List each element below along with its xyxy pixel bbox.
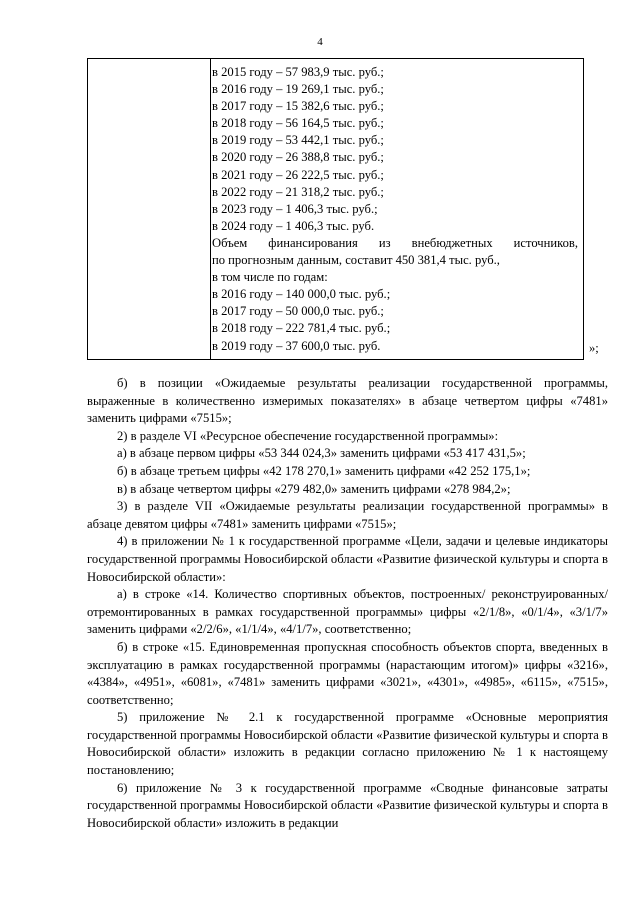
paragraph-1b: б) в позиции «Ожидаемые результаты реализации государственной программы, выраженные в количественно измеримых показателях» в абзаце четвертом цифры «7481» заменить цифрами «7515»; — [87, 376, 608, 426]
budget-line-2021: в 2021 году – 26 222,5 тыс. руб.; — [212, 167, 384, 182]
paragraph-4b: б) в строке «15. Единовременная пропускная способность объектов спорта, введенных в эксплуатацию в рамках государственной программы (нарастающим итогом)» цифры «3216», «4384», «4951», «6081», «7481» заменить цифрами «3021», «4301», «4985», «6115», «7515», соответственно; — [87, 639, 608, 707]
table-right-cell — [212, 64, 578, 355]
extrabudget-line-2017: в 2017 году – 50 000,0 тыс. руб.; — [212, 304, 384, 319]
extrabudget-total: по прогнозным данным, составит 450 381,4 тыс. руб., — [212, 253, 500, 268]
amendments-text — [87, 375, 608, 832]
financing-table — [87, 58, 584, 360]
budget-line-2024: в 2024 году – 1 406,3 тыс. руб. — [212, 218, 375, 233]
paragraph-2b: б) в абзаце третьем цифры «42 178 270,1» заменить цифрами «42 252 175,1»; — [117, 463, 531, 478]
budget-line-2019: в 2019 году – 53 442,1 тыс. руб.; — [212, 133, 384, 148]
budget-line-2016: в 2016 году – 19 269,1 тыс. руб.; — [212, 82, 384, 97]
extrabudget-by-year-label: в том числе по годам: — [212, 270, 328, 285]
page-number: 4 — [317, 36, 323, 48]
table-left-cell — [88, 59, 211, 359]
paragraph-3: 3) в разделе VII «Ожидаемые результаты реализации государственной программы» в абзаце девятом цифры «7481» заменить цифрами «7515»; — [87, 499, 608, 531]
budget-line-2018: в 2018 году – 56 164,5 тыс. руб.; — [212, 116, 384, 131]
budget-line-2020: в 2020 году – 26 388,8 тыс. руб.; — [212, 150, 384, 165]
budget-line-2022: в 2022 году – 21 318,2 тыс. руб.; — [212, 184, 384, 199]
paragraph-2: 2) в разделе VI «Ресурсное обеспечение государственной программы»: — [117, 428, 499, 443]
table-closing-quote: »; — [589, 341, 599, 355]
extrabudget-line-2019: в 2019 году – 37 600,0 тыс. руб. — [212, 338, 381, 353]
paragraph-2a: а) в абзаце первом цифры «53 344 024,3» заменить цифрами «53 417 431,5»; — [117, 446, 526, 461]
paragraph-6: 6) приложение № 3 к государственной программе «Сводные финансовые затраты государственной программы Новосибирской области «Развитие физической культуры и спорта в Новосибирской области» изложить в редакции — [87, 780, 608, 830]
extrabudget-line-2016: в 2016 году – 140 000,0 тыс. руб.; — [212, 287, 391, 302]
paragraph-4: 4) в приложении № 1 к государственной программе «Цели, задачи и целевые индикаторы государственной программы Новосибирской области «Развитие физической культуры и спорта в Новосибирской области»: — [87, 534, 608, 584]
paragraph-5: 5) приложение № 2.1 к государственной программе «Основные мероприятия государственной программы Новосибирской области «Развитие физической культуры и спорта в Новосибирской области» изложить в редакции согласно приложению № 1 к настоящему постановлению; — [87, 710, 608, 778]
extrabudget-heading: Объем финансирования из внебюджетных источников, — [212, 235, 578, 250]
extrabudget-line-2018: в 2018 году – 222 781,4 тыс. руб.; — [212, 321, 391, 336]
budget-line-2023: в 2023 году – 1 406,3 тыс. руб.; — [212, 201, 378, 216]
paragraph-2c: в) в абзаце четвертом цифры «279 482,0» заменить цифрами «278 984,2»; — [117, 481, 511, 496]
budget-line-2015: в 2015 году – 57 983,9 тыс. руб.; — [212, 65, 384, 79]
budget-line-2017: в 2017 году – 15 382,6 тыс. руб.; — [212, 99, 384, 114]
paragraph-4a: а) в строке «14. Количество спортивных объектов, построенных/ реконструированных/отремонтированных в рамках государственной программы» цифры «2/1/8», «0/1/4», «3/1/7» заменить цифрами «2/2/6», «1/1/4», «4/1/7», соответственно; — [87, 587, 608, 637]
